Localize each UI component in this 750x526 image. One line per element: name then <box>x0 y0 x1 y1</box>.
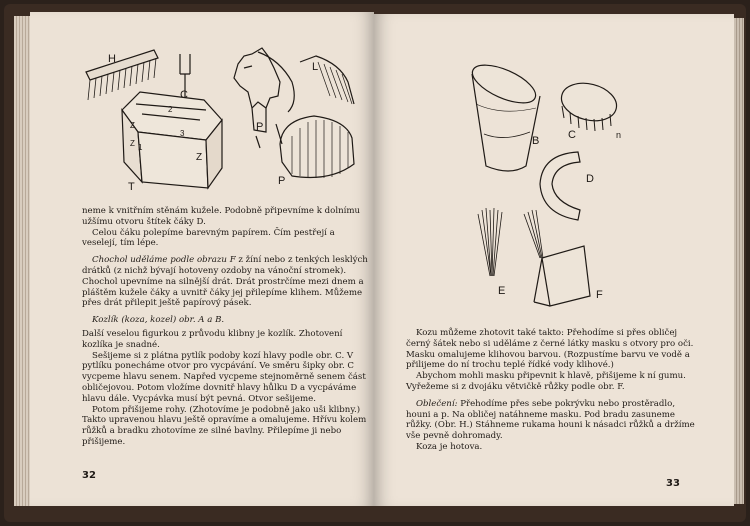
fig-label-n: n <box>616 130 622 140</box>
fig-label-3: 3 <box>180 129 185 138</box>
fig-label-c: C <box>568 129 576 141</box>
fig-label-p1: P <box>256 121 264 133</box>
left-page-illustration <box>30 12 374 212</box>
right-page-illustration <box>374 14 734 314</box>
paragraph: Chochol uděláme podle obrazu F z žíní nebo z tenkých lesklých drátků (z nichž bývají hotoveny ozdoby na vánoční stromek). Chochol upevníme na silnější drát. Drát prostrčíme mezi dnem a pláštěm kužele čáky a uvnitř čáky jej přilepíme klihem. Můžeme přes drát přilepit ještě papírový pásek. <box>82 255 368 309</box>
paragraph: Abychom mohli masku připevnit k hlavě, přišijeme k ní gumu. Vyřežeme si z dvojáku větvičkě růžky podle obr. F. <box>406 371 686 392</box>
fig-label-1: 1 <box>138 143 143 152</box>
right-page <box>374 14 734 506</box>
paragraph-lead: Chochol uděláme podle obrazu F <box>92 255 236 266</box>
paragraph: neme k vnitřním stěnám kuželе. Podobně připevníme k dolnímu užšímu otvoru štítek čáky D. <box>82 206 361 227</box>
fig-label-f: F <box>596 289 603 301</box>
page-edges-left <box>14 16 30 506</box>
section-heading: Kozlík (koza, kozel) obr. A a B. <box>92 315 225 326</box>
right-page-text <box>406 328 696 453</box>
page-edges-right <box>734 18 744 504</box>
fig-label-e: E <box>498 285 506 297</box>
page-number-right: 33 <box>666 478 680 489</box>
left-page-text <box>82 206 368 448</box>
fig-label-p2: P <box>278 175 286 187</box>
paragraph: Další veselou figurkou z průvodu klibny je kozlík. Zhotovení kozlíka je snadné. <box>82 328 343 350</box>
fig-label-t: T <box>128 181 135 193</box>
fig-label-l: L <box>312 61 319 73</box>
fig-label-z1: Z <box>196 152 203 163</box>
paragraph: Koza je hotova. <box>416 441 483 452</box>
paragraph: Kozu můžeme zhotovit také takto: Přehodíme si přes obličej černý šátek nebo si uděláme z černé látky masku s otvory pro oči. Masku omalujeme klihovou barvou. (Rozpustíme barvu ve vodě a přilijeme do ní trochu teplé řídké vody klihové.) <box>406 328 694 371</box>
fig-label-h: H <box>108 53 116 65</box>
fig-label-c: C <box>180 89 188 101</box>
fig-label-d: D <box>586 173 594 185</box>
paragraph-lead: Oblečení: <box>416 398 458 409</box>
fig-label-z3: Z <box>130 139 135 148</box>
paragraph: Oblečení: Přehodíme přes sebe pokrývku nebo prostěradlo, houni a p. Na obličej natáhneme masku. Pod bradu zasuneme růžky. (Obr. H.) Stáhneme rukama houni k násadci růžků a držíme vše pevně dohromady. <box>406 398 695 442</box>
paragraph: Potom přišijeme rohy. (Zhotovíme je podobně jako uši klibny.) Takto upravenou hlavu ještě opravíme a omalujeme. Hřívu kolem růžků a bradku zhotovíme ze silné bavlny. Přilepíme ji nebo přišijeme. <box>82 404 367 447</box>
page-number-left: 32 <box>82 470 96 481</box>
paragraph: Celou čáku polepíme barevným papírem. Čím pestřejí a veselejí, tím lépe. <box>82 227 335 249</box>
left-page <box>30 12 374 506</box>
fig-label-2: 2 <box>168 105 173 114</box>
fig-label-z2: Z <box>130 121 135 130</box>
paragraph: Sešijeme si z plátna pytlík podoby kozí hlavy podle obr. C. V pytlíku ponecháme otvor pro vycpávání. Ve směru šipky obr. C vycpeme hlavu senem. Napřed vycpeme stejnoměrně senem část obličejovou. Potom vložíme dovnitř hlavy hůlku D a vycpáváme hlavu dále. Vycpávka musí být pevná. Otvor sešijeme. <box>82 350 366 404</box>
fig-label-b: B <box>532 135 540 147</box>
